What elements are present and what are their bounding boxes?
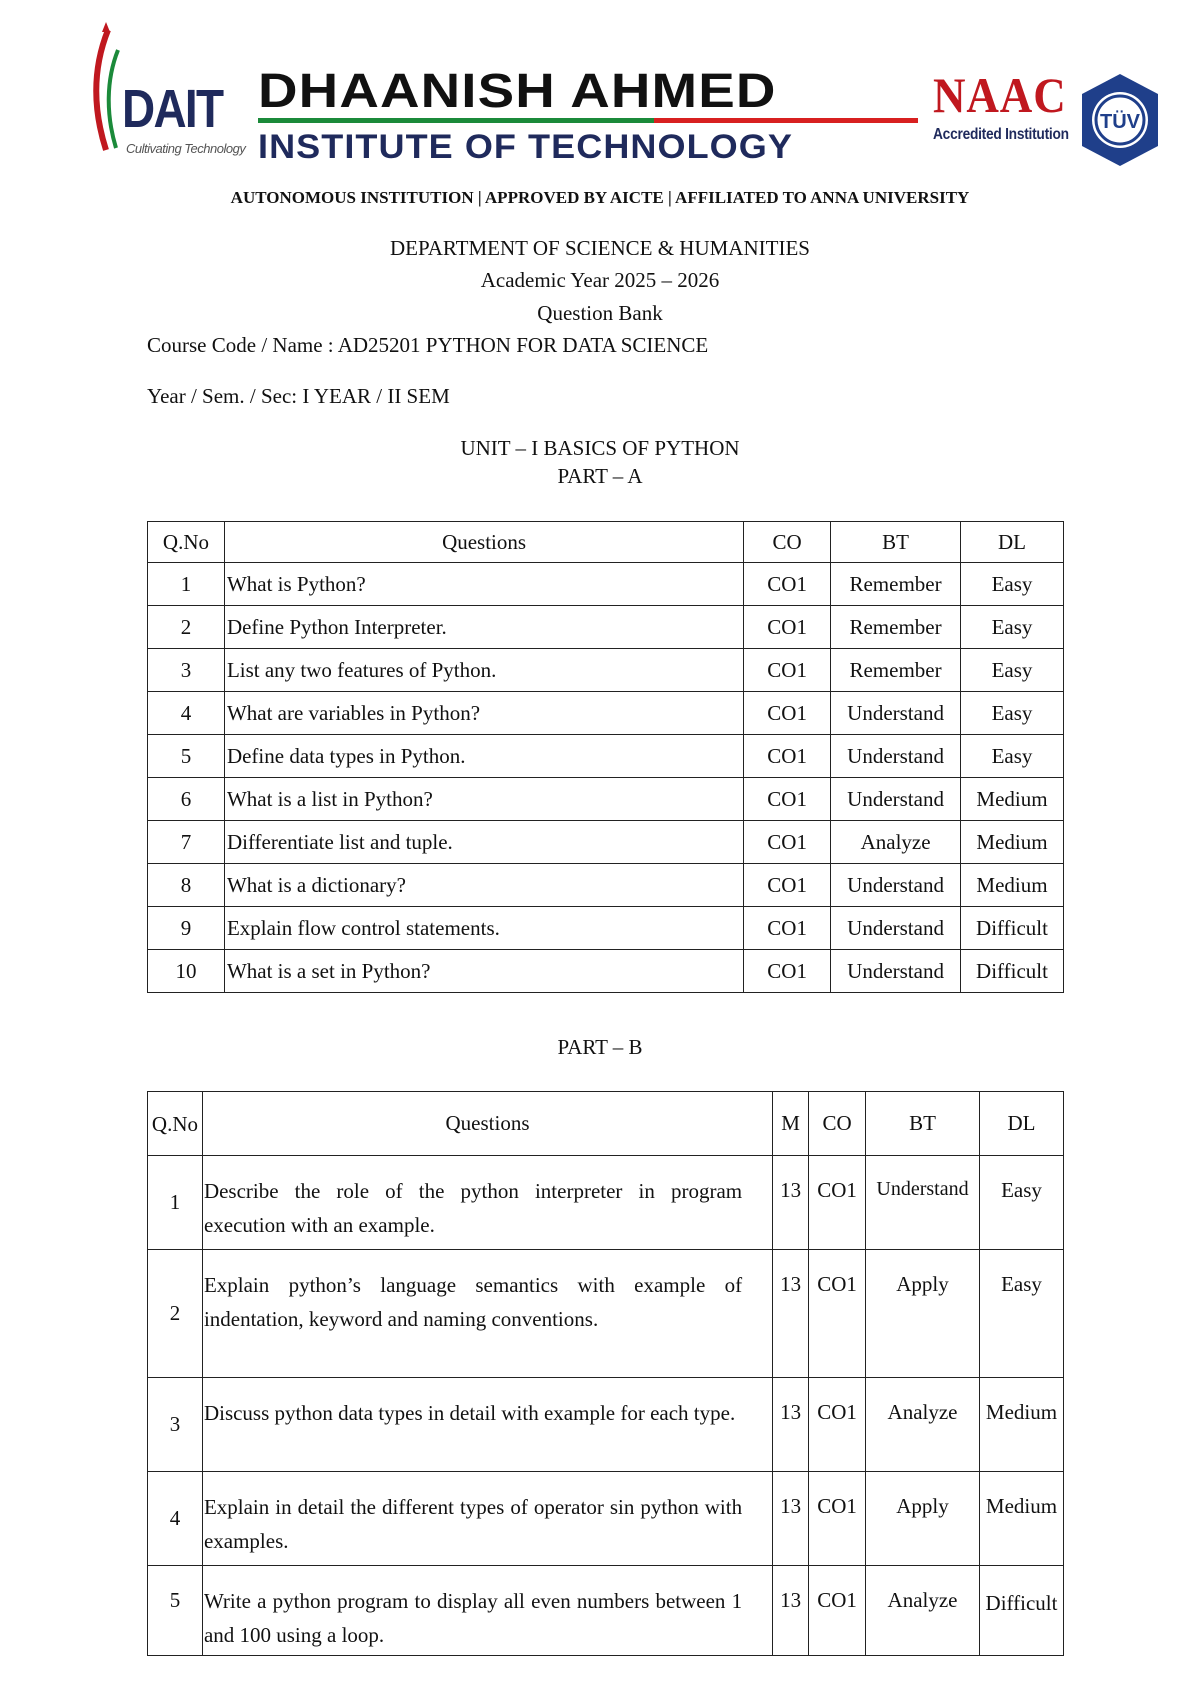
marks-cell: 13 bbox=[773, 1378, 809, 1472]
affiliation-line: AUTONOMOUS INSTITUTION | APPROVED BY AICTE | AFFILIATED TO ANNA UNIVERSITY bbox=[230, 188, 970, 207]
part-b-table bbox=[147, 1091, 1064, 1656]
dl-cell: Difficult bbox=[980, 1566, 1064, 1656]
bt-cell: Apply bbox=[866, 1250, 980, 1378]
naac-subtitle: Accredited Institution bbox=[933, 126, 1069, 143]
bt-cell: Analyze bbox=[866, 1566, 980, 1656]
co-cell: CO1 bbox=[744, 864, 831, 907]
question-cell bbox=[202, 1156, 772, 1250]
co-cell: CO1 bbox=[809, 1156, 866, 1250]
qno-cell: 10 bbox=[148, 950, 225, 993]
question-cell: Explain flow control statements. bbox=[224, 907, 743, 950]
dl-cell: Easy bbox=[961, 649, 1064, 692]
question-cell bbox=[202, 1566, 772, 1656]
table-row bbox=[148, 864, 1064, 907]
marks-cell: 13 bbox=[773, 1156, 809, 1250]
qno-cell: 5 bbox=[148, 735, 225, 778]
qno-cell: 6 bbox=[148, 778, 225, 821]
bt-cell: Understand bbox=[866, 1156, 980, 1250]
table-row bbox=[148, 1156, 1064, 1250]
year-sem-sec: Year / Sem. / Sec: I YEAR / II SEM bbox=[147, 384, 450, 408]
header-questions: Questions bbox=[202, 1092, 772, 1156]
question-text: Explain in detail the different types of operator sin python with examples. bbox=[203, 1495, 743, 1553]
bt-cell: Understand bbox=[831, 907, 961, 950]
table-row bbox=[148, 1472, 1064, 1566]
header-dl: DL bbox=[980, 1092, 1064, 1156]
bt-cell: Analyze bbox=[831, 821, 961, 864]
marks-cell: 13 bbox=[773, 1566, 809, 1656]
co-cell: CO1 bbox=[809, 1378, 866, 1472]
dl-cell: Easy bbox=[961, 692, 1064, 735]
table-row bbox=[148, 950, 1064, 993]
naac-text: NAAC bbox=[933, 67, 1067, 123]
qno-cell: 4 bbox=[148, 1472, 203, 1566]
qno-cell: 9 bbox=[148, 907, 225, 950]
naac-logo bbox=[933, 67, 1069, 144]
bt-cell: Remember bbox=[831, 606, 961, 649]
question-cell: List any two features of Python. bbox=[224, 649, 743, 692]
dl-cell: Difficult bbox=[961, 907, 1064, 950]
bt-cell: Remember bbox=[831, 563, 961, 606]
header-co: CO bbox=[744, 522, 831, 563]
qno-cell: 1 bbox=[148, 1156, 203, 1250]
co-cell: CO1 bbox=[809, 1566, 866, 1656]
question-text: Write a python program to display all even numbers between 1 and 100 using a loop. bbox=[203, 1589, 743, 1647]
qno-cell: 1 bbox=[148, 563, 225, 606]
co-cell: CO1 bbox=[809, 1250, 866, 1378]
tuv-text: TÜV bbox=[1100, 111, 1140, 133]
institute-name bbox=[258, 65, 923, 167]
qno-cell: 8 bbox=[148, 864, 225, 907]
table-header-row bbox=[148, 1092, 1064, 1156]
bt-cell: Apply bbox=[866, 1472, 980, 1566]
institute-name-line2: INSTITUTE OF TECHNOLOGY bbox=[258, 128, 793, 166]
dl-cell: Medium bbox=[980, 1472, 1064, 1566]
dl-cell: Easy bbox=[980, 1156, 1064, 1250]
question-cell: Define Python Interpreter. bbox=[224, 606, 743, 649]
table-row bbox=[148, 735, 1064, 778]
question-cell: What are variables in Python? bbox=[224, 692, 743, 735]
letterhead bbox=[88, 20, 1168, 170]
dl-cell: Medium bbox=[980, 1378, 1064, 1472]
table-row bbox=[148, 1378, 1064, 1472]
question-cell: Differentiate list and tuple. bbox=[224, 821, 743, 864]
document-type: Question Bank bbox=[537, 301, 663, 325]
question-cell bbox=[202, 1472, 772, 1566]
unit-title: UNIT – I BASICS OF PYTHON bbox=[460, 436, 740, 460]
question-cell: What is a list in Python? bbox=[224, 778, 743, 821]
co-cell: CO1 bbox=[744, 692, 831, 735]
bt-cell: Understand bbox=[831, 950, 961, 993]
dl-cell: Medium bbox=[961, 821, 1064, 864]
header-marks: M bbox=[773, 1092, 809, 1156]
table-row bbox=[148, 606, 1064, 649]
table-row bbox=[148, 1566, 1064, 1656]
bt-cell: Understand bbox=[831, 778, 961, 821]
question-cell bbox=[202, 1378, 772, 1472]
co-cell: CO1 bbox=[744, 907, 831, 950]
header-qno: Q.No bbox=[148, 522, 225, 563]
qno-cell: 7 bbox=[148, 821, 225, 864]
table-row bbox=[148, 692, 1064, 735]
question-cell: What is a set in Python? bbox=[224, 950, 743, 993]
dl-cell: Easy bbox=[980, 1250, 1064, 1378]
qno-cell: 5 bbox=[148, 1566, 203, 1656]
dl-cell: Easy bbox=[961, 563, 1064, 606]
qno-cell: 2 bbox=[148, 1250, 203, 1378]
bt-cell: Remember bbox=[831, 649, 961, 692]
marks-cell: 13 bbox=[773, 1472, 809, 1566]
header-qno: Q.No bbox=[148, 1092, 203, 1156]
part-a-title: PART – A bbox=[557, 464, 643, 488]
dait-logo-text: DAIT bbox=[122, 79, 223, 139]
academic-year: Academic Year 2025 – 2026 bbox=[480, 268, 720, 292]
header-co: CO bbox=[809, 1092, 866, 1156]
header-questions: Questions bbox=[224, 522, 743, 563]
header-dl: DL bbox=[961, 522, 1064, 563]
co-cell: CO1 bbox=[809, 1472, 866, 1566]
dait-logo bbox=[88, 20, 246, 165]
question-cell: What is a dictionary? bbox=[224, 864, 743, 907]
tuv-logo bbox=[1078, 72, 1162, 168]
co-cell: CO1 bbox=[744, 606, 831, 649]
question-text: Discuss python data types in detail with example for each type. bbox=[203, 1401, 736, 1425]
institute-underline bbox=[258, 118, 918, 123]
table-row bbox=[148, 649, 1064, 692]
dl-cell: Difficult bbox=[961, 950, 1064, 993]
bt-cell: Analyze bbox=[866, 1378, 980, 1472]
part-b-title: PART – B bbox=[557, 1035, 643, 1059]
question-text: Explain python’s language semantics with example of indentation, keyword and naming conventions. bbox=[203, 1273, 743, 1331]
co-cell: CO1 bbox=[744, 778, 831, 821]
co-cell: CO1 bbox=[744, 735, 831, 778]
table-row bbox=[148, 563, 1064, 606]
question-cell: What is Python? bbox=[224, 563, 743, 606]
institute-name-line1: DHAANISH AHMED bbox=[258, 65, 777, 118]
question-cell: Define data types in Python. bbox=[224, 735, 743, 778]
co-cell: CO1 bbox=[744, 821, 831, 864]
dl-cell: Easy bbox=[961, 735, 1064, 778]
table-row bbox=[148, 821, 1064, 864]
marks-cell: 13 bbox=[773, 1250, 809, 1378]
bt-cell: Understand bbox=[831, 692, 961, 735]
co-cell: CO1 bbox=[744, 563, 831, 606]
dl-cell: Medium bbox=[961, 778, 1064, 821]
header-bt: BT bbox=[866, 1092, 980, 1156]
bt-cell: Understand bbox=[831, 864, 961, 907]
co-cell: CO1 bbox=[744, 950, 831, 993]
table-row bbox=[148, 778, 1064, 821]
header-bt: BT bbox=[831, 522, 961, 563]
co-cell: CO1 bbox=[744, 649, 831, 692]
dait-tagline: Cultivating Technology bbox=[126, 141, 246, 156]
course-code-name: Course Code / Name : AD25201 PYTHON FOR DATA SCIENCE bbox=[147, 333, 709, 357]
dl-cell: Medium bbox=[961, 864, 1064, 907]
table-header-row bbox=[148, 522, 1064, 563]
bt-cell: Understand bbox=[831, 735, 961, 778]
qno-cell: 2 bbox=[148, 606, 225, 649]
qno-cell: 3 bbox=[148, 1378, 203, 1472]
tuv-badge-icon bbox=[1078, 72, 1162, 168]
question-text: Describe the role of the python interpreter in program execution with an example. bbox=[203, 1179, 743, 1237]
table-row bbox=[148, 1250, 1064, 1378]
table-row bbox=[148, 907, 1064, 950]
qno-cell: 4 bbox=[148, 692, 225, 735]
part-a-table bbox=[147, 521, 1064, 993]
dl-cell: Easy bbox=[961, 606, 1064, 649]
qno-cell: 3 bbox=[148, 649, 225, 692]
department-title: DEPARTMENT OF SCIENCE & HUMANITIES bbox=[390, 236, 810, 260]
question-cell bbox=[202, 1250, 772, 1378]
